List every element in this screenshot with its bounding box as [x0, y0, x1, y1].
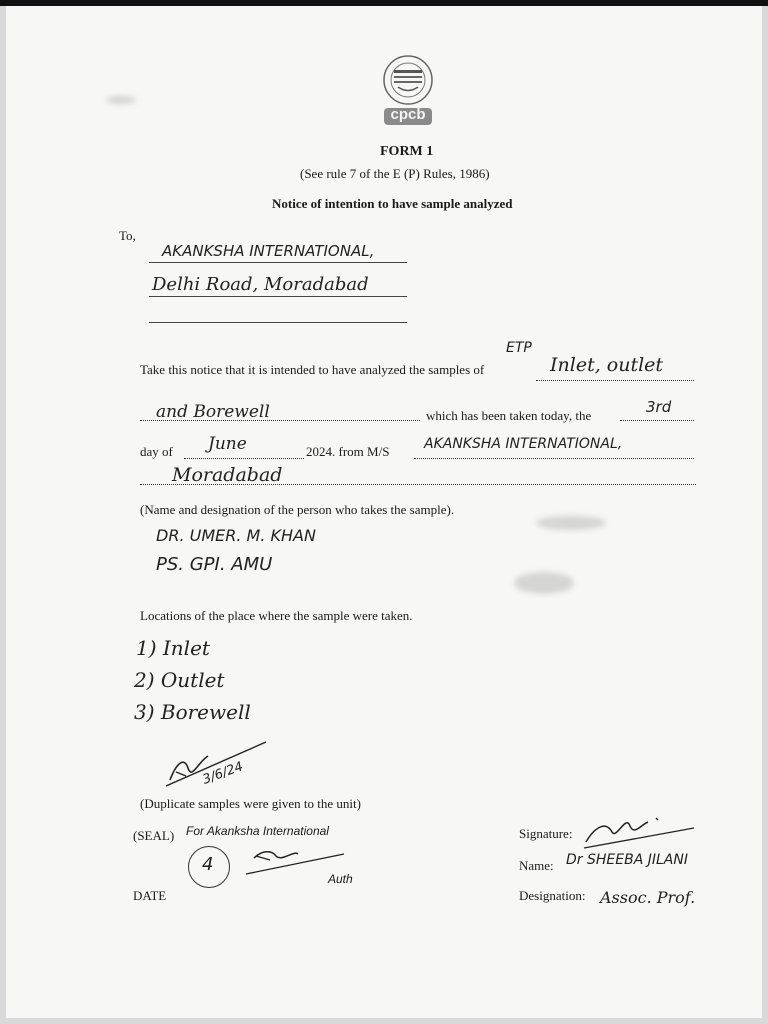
officer-name: Dr SHEEBA JILANI [566, 852, 688, 868]
taken-text: which has been taken today, the [426, 408, 592, 423]
scan-smudge [106, 96, 136, 104]
company-stamp-text: For Akanksha International [186, 824, 329, 838]
notice-title: Notice of intention to have sample analyzed [272, 196, 513, 211]
etp-note: ETP [506, 340, 532, 356]
addressee-rule-2 [149, 296, 407, 297]
scan-smudge [514, 572, 574, 594]
name-label: Name: [519, 858, 554, 873]
year-text: 2024. from M/S [306, 444, 390, 459]
samples-handwritten: Inlet, outlet [550, 354, 664, 376]
scan-smudge [536, 516, 606, 530]
day-of-text: day of [140, 444, 173, 459]
locations-label: Locations of the place where the sample were taken. [140, 608, 413, 623]
day-handwritten: 3rd [646, 398, 672, 416]
samples-dotted-line [536, 380, 694, 381]
location-item-1: 1) Inlet [136, 636, 210, 660]
duplicate-note: (Duplicate samples were given to the unit) [140, 796, 361, 811]
seal-number: 4 [202, 854, 214, 875]
notice-text-1: Take this notice that it is intended to have analyzed the samples of [140, 362, 485, 377]
location-item-2: 2) Outlet [134, 668, 225, 692]
samples2-dotted-line [140, 420, 420, 421]
initials-date: 3/6/24 [200, 759, 246, 788]
form-sheet [6, 6, 762, 1018]
sampler-name: DR. UMER. M. KHAN [156, 526, 316, 545]
sampler-label: (Name and designation of the person who takes the sample). [140, 502, 455, 517]
form-title: FORM 1 [380, 144, 434, 159]
officer-signature [582, 810, 702, 850]
city-dotted-line [140, 484, 696, 485]
firm-dotted-line [414, 458, 694, 459]
auth-text: Auth [328, 872, 353, 886]
to-label: To, [119, 228, 136, 243]
seal-label: (SEAL) [133, 828, 175, 843]
firm-handwritten: AKANKSHA INTERNATIONAL, [424, 436, 623, 452]
month-dotted-line [184, 458, 304, 459]
date-label: DATE [133, 888, 167, 903]
addressee-line-2: Delhi Road, Moradabad [152, 274, 369, 295]
day-dotted-line [620, 420, 694, 421]
addressee-rule-3 [149, 322, 407, 323]
addressee-line-1: AKANKSHA INTERNATIONAL, [162, 242, 375, 260]
location-item-3: 3) Borewell [134, 700, 251, 724]
samples-handwritten-2: and Borewell [156, 402, 270, 422]
month-handwritten: June [208, 434, 247, 454]
cpcb-logo [378, 54, 438, 126]
addressee-rule-1 [149, 262, 407, 263]
city-handwritten: Moradabad [172, 464, 283, 486]
officer-designation: Assoc. Prof. [600, 888, 696, 907]
sampler-designation: PS. GPI. AMU [156, 554, 273, 575]
logo-text: cpcb [390, 106, 426, 123]
signature-label: Signature: [519, 826, 573, 841]
designation-label: Designation: [519, 888, 586, 903]
rule-reference: (See rule 7 of the E (P) Rules, 1986) [300, 166, 490, 181]
